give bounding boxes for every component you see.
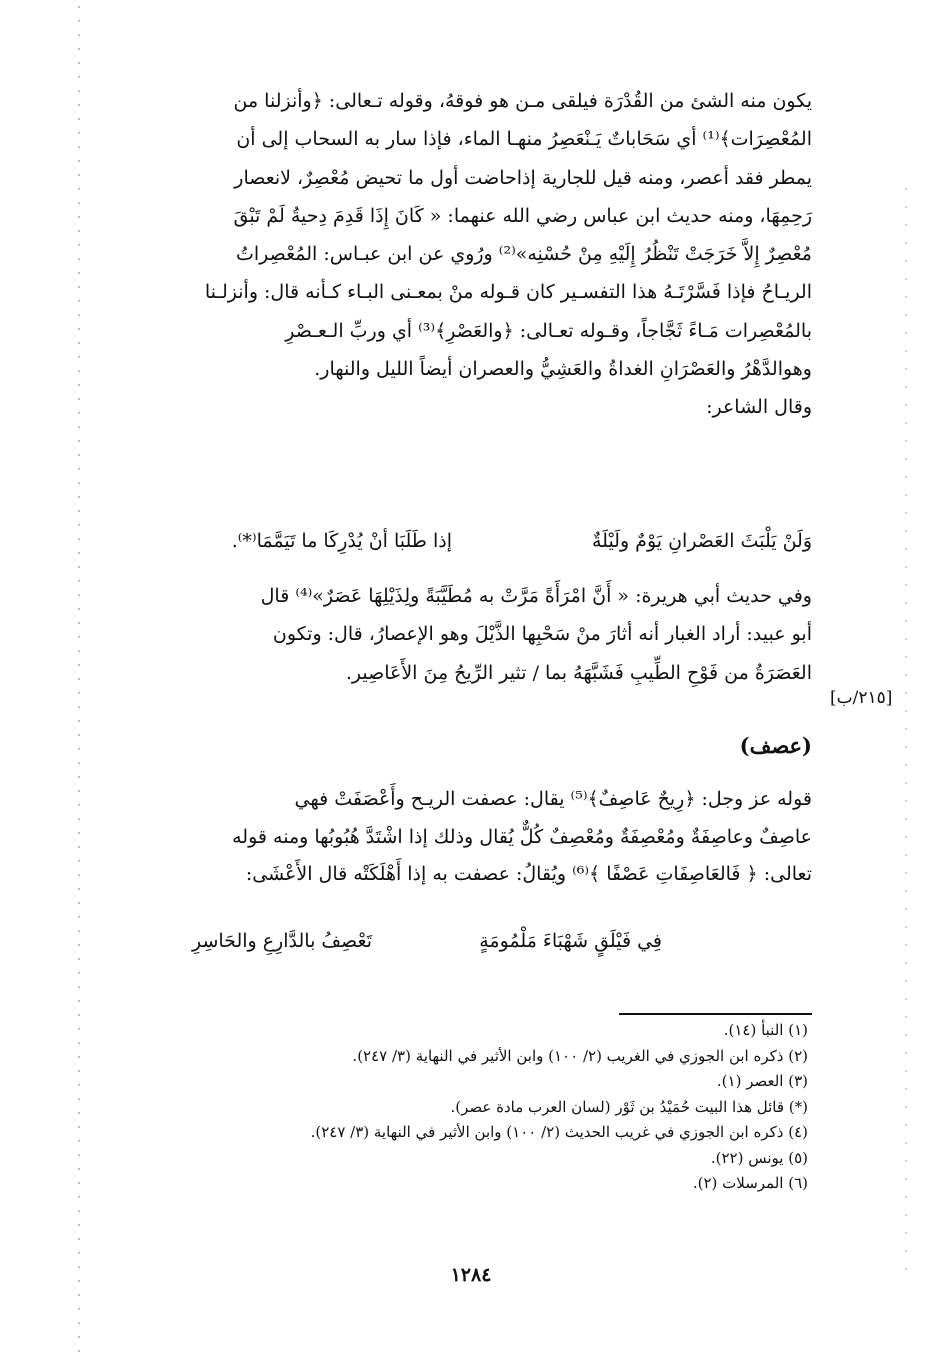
text-line: قوله عز وجل: ﴿رِيحٌ عَاصِفٌ﴾⁽⁵⁾ يقال: عصفت الريـح وأَعْصَفَتْ فهي [294,788,812,810]
entry-heading: (عصف) [739,733,812,758]
verse-hemistich-second: تَعْصِفُ بالدَّارِعِ والحَاسِرِ [191,930,372,952]
paragraph-abu-hurayra [102,577,812,692]
page-number: ١٢٨٤ [450,1264,492,1286]
footnotes [108,1018,808,1197]
text-line: وفي حديث أبي هريرة: « أَنَّ امْرَأَةً مَرَّتْ به مُطَيَّبَةً ولِذَيْلِهَا عَصَرٌ»⁽⁴⁾ قال [260,585,812,607]
poetry-verse-1 [122,530,812,570]
text-line: يكون منه الشئ من القُدْرَة فيلقى مـن هو فوقهُ، وقوله تـعالى: ﴿وأنزلنا من [233,90,812,112]
footnote-separator [619,1013,812,1015]
main-text-block [102,82,812,427]
poetry-verse-2 [122,930,812,970]
footnote: (٥) يونس (٢٢). [710,1148,808,1167]
footnote: (١) النبأ (١٤). [723,1021,808,1039]
text-line: مُعْصِرٌ إِلاَّ خَرَجَتْ تَنْظُرُ إِلَيْهِ مِنْ حُسْنِه»⁽²⁾ ورُوي عن ابن عبـاس: المُعْصِراتُ [235,243,812,266]
text-line: يمطر فقد أعصر، ومنه قيل للجارية إذاحاضت أول ما تحيض مُعْصِرٌ، لانعصار [234,166,812,189]
text-line: العَصَرَةُ من فَوْحِ الطِّيبِ فَشَبَّهَهُ بما / تثير الرِّيحُ مِنَ الأَعَاصِير. [345,661,812,684]
footnote: (٦) المرسلات (٢). [692,1174,808,1192]
footnote: (*) قائل هذا البيت حُمَيْدُ بن ثَوْر (لسان العرب مادة عصر). [450,1097,808,1116]
text-line: أبو عبيد: أراد الغبار أنه أثارَ منْ سَحْبِها الذَّيْلَ وهو الإعصارُ، قال: وتكون [272,623,812,646]
text-line: وهوالدَّهْرُ والعَصْرَانِ الغداةُ والعَشِيُّ والعصران أيضاً الليل والنهار. [314,358,812,381]
text-line: تعالى: ﴿ فَالعَاصِفَاتِ عَصْفًا ﴾⁽⁶⁾ ويُقالُ: عصفت به إذا أَهْلَكَتْه قال الأَعْشَى: [245,863,812,885]
footnote: (٣) العصر (١). [716,1072,808,1090]
paragraph-asf [102,781,812,894]
text-line: الريـاحُ فإذا فَسَّرْتَـهُ هذا التفسـير كان قـوله منْ بمعـنى البـاء كـأنه قال: وأنزلـنا [204,281,812,304]
text-line: رَحِمِهَا، ومنه حديث ابن عباس رضي الله عنهما: « كَانَ إِذَا قَدِمَ دِحيةُ لَمْ تَبْقَ [233,204,812,227]
footnote: (٢) ذكره ابن الجوزي في الغريب (٢/ ١٠٠) وابن الأثير في النهاية (٣/ ٢٤٧). [352,1046,808,1065]
manuscript-folio-reference: [٢١٥/ب] [830,688,893,708]
verse-hemistich-second: إذا طَلَبَا أنْ يُدْرِكَا ما تَيَمَّمَا⁽*⁾. [231,530,452,552]
footnote: (٤) ذكره ابن الجوزي في غريب الحديث (٢/ ١٠٠) وابن الأثير في النهاية (٣/ ٢٤٧). [310,1123,808,1141]
text-line: المُعْصِرَات﴾⁽¹⁾ أي سَحَاباتٌ يَـنْعَصِرُ منهـا الماء، فإذا سار به السحاب إلى أن [236,128,812,151]
verse-hemistich-first: وَلَنْ يَلْبَثَ العَصْرانِ يَوْمٌ ولَيْلَةٌ [591,530,812,552]
text-line: عاصِفٌ وعاصِفَةٌ ومُعْصِفَةٌ ومُعْصِفٌ كُلٌّ يُقال وذلك إذا اشْتَدَّ هُبُوبُها ومنه قوله [232,825,812,848]
scan-edge-right [905,180,907,1280]
text-line: بالمُعْصِرات مَـاءً ثَجَّاجاً، وقـوله تعـالى: ﴿والعَصْرِ﴾⁽³⁾ أي وربِّ الـعـصْرِ [285,319,812,342]
text-line: وقال الشاعر: [706,396,812,419]
scan-edge-left [78,0,80,1358]
verse-hemistich-first: فِي فَيْلَقٍ شَهْبَاءَ مَلْمُومَةٍ [479,930,662,952]
